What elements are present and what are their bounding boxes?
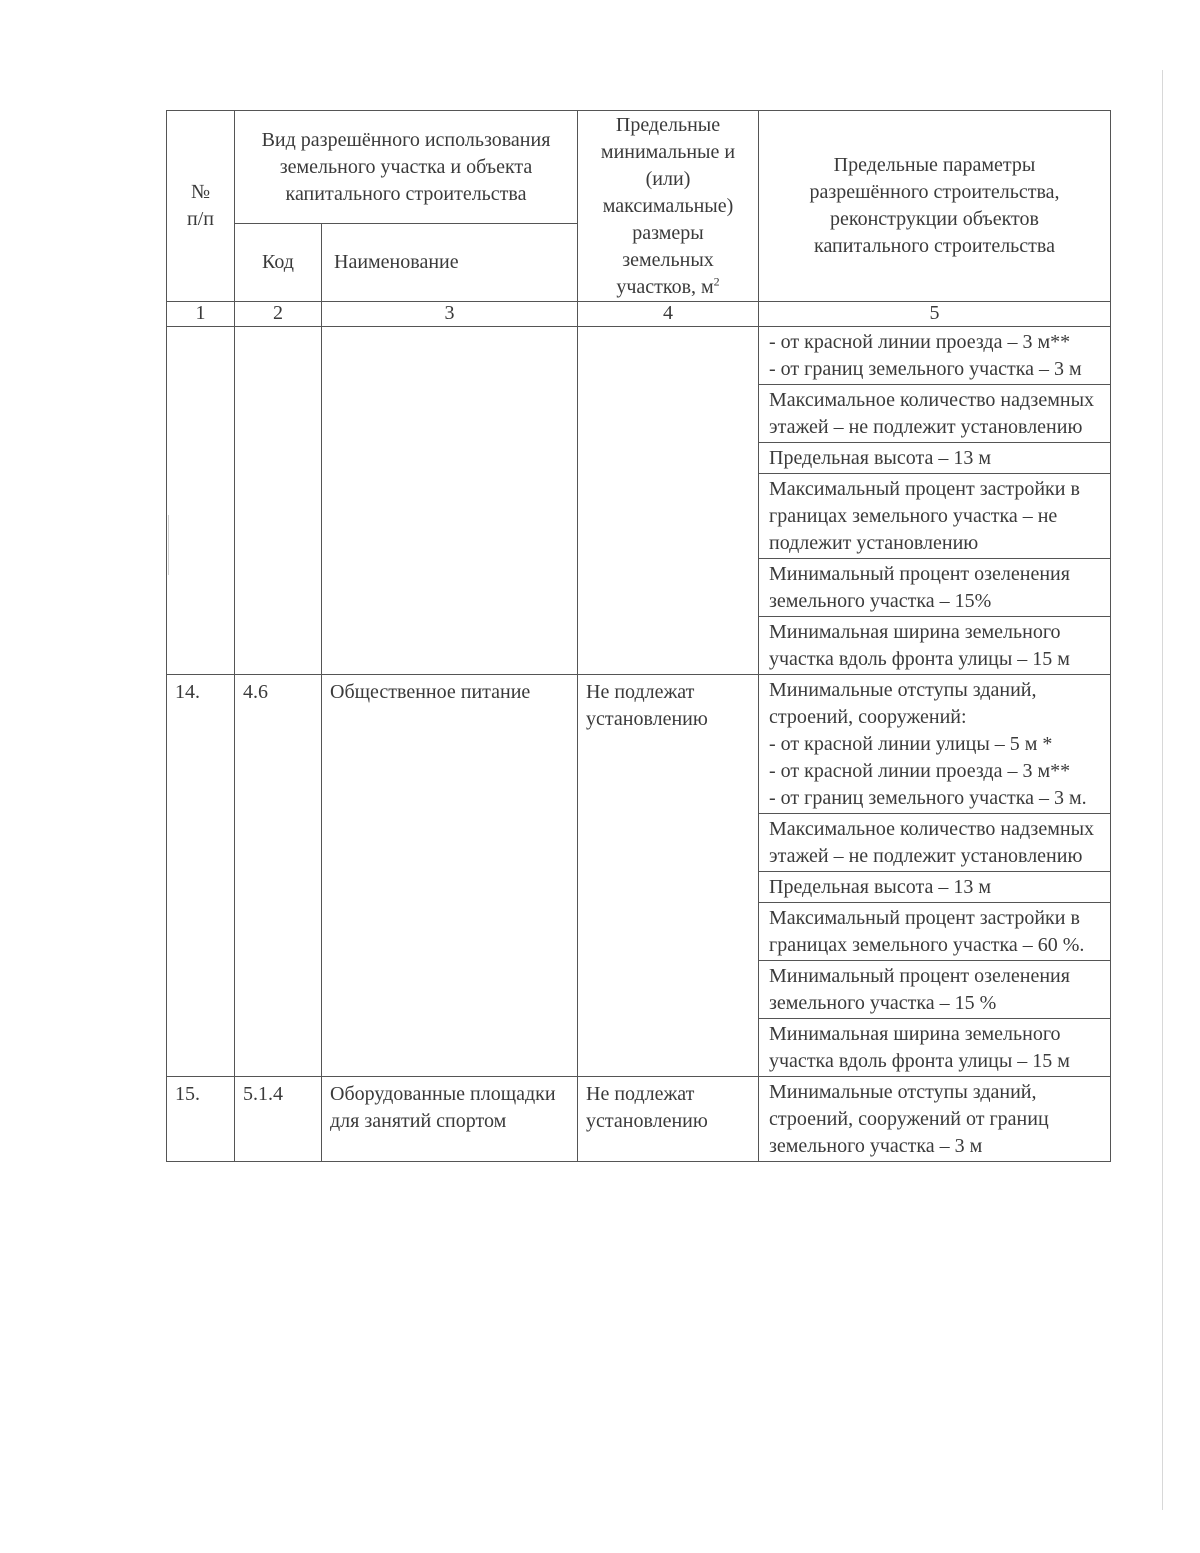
cell-sizes-text	[586, 327, 750, 331]
cell-num-text: 14.	[175, 681, 200, 703]
header-kod: Код	[235, 224, 322, 302]
col-number: 5	[759, 302, 1111, 327]
land-use-table	[166, 110, 1111, 1162]
cell-name-text	[330, 327, 569, 331]
cell-name	[322, 675, 578, 1077]
table-row	[167, 675, 1111, 1077]
cell-num	[167, 675, 235, 1077]
cell-params	[759, 675, 1111, 1077]
cell-kod-text: 4.6	[243, 681, 268, 703]
header-sizes	[578, 111, 759, 302]
header-num: № п/п	[167, 111, 235, 302]
param-item: Предельная высота – 13 м	[759, 872, 1110, 903]
param-item: Минимальная ширина земельного участка вдоль фронта улицы – 15 м	[769, 621, 1070, 670]
cell-sizes-text: Не подлежат установлению	[586, 1083, 708, 1132]
col-number: 4	[578, 302, 759, 327]
cell-kod	[235, 327, 322, 675]
cell-sizes-text: Не подлежат установлению	[586, 681, 708, 730]
col-number: 2	[235, 302, 322, 327]
param-item: Максимальное количество надземных этажей – не подлежит установлению	[759, 385, 1110, 443]
param-item: Максимальный процент застройки в границах земельного участка – 60 %.	[759, 903, 1110, 961]
header-sizes-text: Предельные минимальные и (или) максимальные) размеры земельных участков, м	[600, 113, 736, 298]
param-item: Минимальный процент озеленения земельного участка – 15 %	[759, 961, 1110, 1019]
param-item: Предельная высота – 13 м	[759, 443, 1110, 474]
col-number: 1	[167, 302, 235, 327]
param-item: Минимальные отступы зданий, строений, сооружений: - от красной линии улицы – 5 м * - от красной линии проезда – 3 м** - от границ земельного участка – 3 м.	[759, 675, 1110, 814]
cell-sizes	[578, 675, 759, 1077]
cell-num-text: 15.	[175, 1083, 200, 1105]
col-number: 3	[322, 302, 578, 327]
cell-num	[167, 327, 235, 675]
cell-name	[322, 1077, 578, 1162]
page-edge-line	[1162, 70, 1163, 1510]
cell-params	[759, 1077, 1111, 1162]
cell-sizes	[578, 1077, 759, 1162]
cell-num	[167, 1077, 235, 1162]
param-item: Минимальный процент озеленения земельного участка – 15%	[759, 559, 1110, 617]
table-row	[167, 1077, 1111, 1162]
cell-kod-text: 5.1.4	[243, 1083, 283, 1105]
cell-kod	[235, 675, 322, 1077]
cell-kod-text	[243, 327, 313, 331]
param-item: - от красной линии проезда – 3 м** - от границ земельного участка – 3 м	[759, 327, 1110, 385]
header-name: Наименование	[322, 224, 578, 302]
cell-sizes	[578, 327, 759, 675]
header-params: Предельные параметры разрешённого строительства, реконструкции объектов капитального строительства	[759, 111, 1111, 302]
cell-name-text: Оборудованные площадки для занятий спортом	[330, 1083, 556, 1132]
cell-name	[322, 327, 578, 675]
param-item: Минимальные отступы зданий, строений, сооружений от границ земельного участка – 3 м	[769, 1081, 1049, 1157]
param-item: Максимальное количество надземных этажей – не подлежит установлению	[759, 814, 1110, 872]
cell-params	[759, 327, 1111, 675]
cell-num-text	[175, 327, 226, 331]
header-use-type: Вид разрешённого использования земельного участка и объекта капитального строительства	[235, 111, 578, 224]
table-row	[167, 327, 1111, 675]
header-sizes-sup: 2	[713, 273, 720, 288]
cell-name-text: Общественное питание	[330, 681, 531, 703]
param-item: Максимальный процент застройки в границах земельного участка – не подлежит установлению	[759, 474, 1110, 559]
column-number-row	[167, 302, 1111, 327]
param-item: Минимальная ширина земельного участка вдоль фронта улицы – 15 м	[769, 1023, 1070, 1072]
cell-kod	[235, 1077, 322, 1162]
